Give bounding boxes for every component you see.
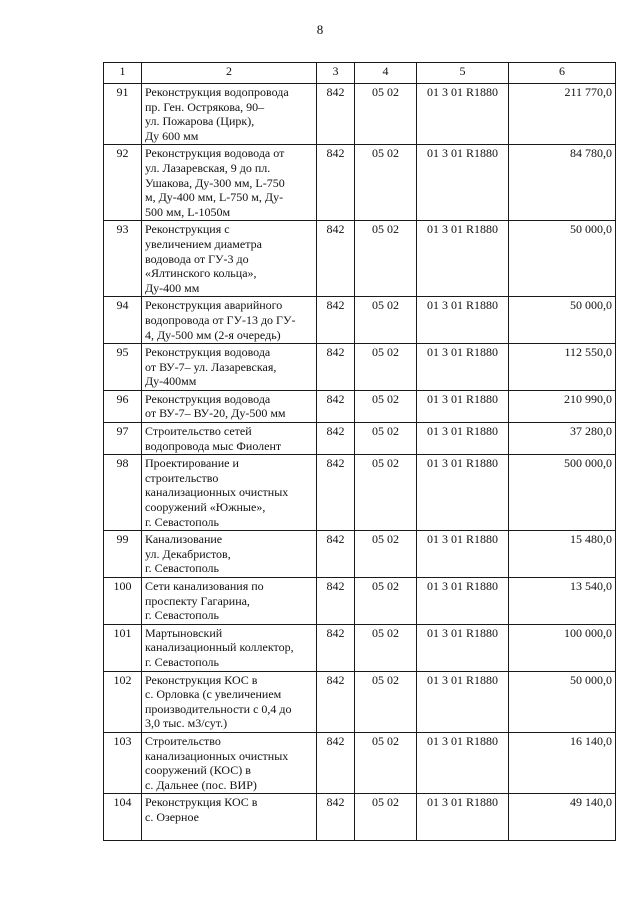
section-code-cell: 05 02 bbox=[355, 624, 417, 671]
section-code-cell: 05 02 bbox=[355, 145, 417, 221]
department-code-cell: 842 bbox=[317, 671, 355, 732]
object-name-line: водопровода мыс Фиолент bbox=[145, 438, 282, 453]
row-number-cell: 93 bbox=[104, 221, 142, 297]
target-article-cell: 01 3 01 R1880 bbox=[417, 624, 509, 671]
object-name-cell bbox=[142, 221, 317, 297]
object-name-cell bbox=[142, 297, 317, 344]
object-name-line: Ду 600 мм bbox=[145, 128, 199, 143]
object-name-line: Реконструкция водовода bbox=[145, 345, 271, 360]
target-article-cell: 01 3 01 R1880 bbox=[417, 221, 509, 297]
section-code-cell: 05 02 bbox=[355, 732, 417, 793]
object-name-cell bbox=[142, 794, 317, 841]
section-code-cell: 05 02 bbox=[355, 221, 417, 297]
object-name-line: Канализование bbox=[145, 532, 223, 547]
object-name-line: г. Севастополь bbox=[145, 514, 220, 529]
amount-cell: 15 480,0 bbox=[509, 531, 616, 578]
object-name-line: Мартыновский bbox=[145, 625, 223, 640]
target-article-cell: 01 3 01 R1880 bbox=[417, 732, 509, 793]
object-name-line: от ВУ-7– ВУ-20, Ду-500 мм bbox=[145, 406, 286, 421]
object-name-line: сооружений (КОС) в bbox=[145, 763, 251, 778]
row-number-cell: 103 bbox=[104, 732, 142, 793]
budget-table bbox=[103, 62, 616, 841]
table-header-row bbox=[104, 63, 616, 84]
department-code-cell: 842 bbox=[317, 578, 355, 625]
object-name-line: производительности с 0,4 до bbox=[145, 701, 292, 716]
department-code-cell: 842 bbox=[317, 423, 355, 455]
amount-cell: 500 000,0 bbox=[509, 455, 616, 531]
object-name-line: Реконструкция с bbox=[145, 222, 230, 237]
row-number-cell: 100 bbox=[104, 578, 142, 625]
table-row bbox=[104, 671, 616, 732]
target-article-cell: 01 3 01 R1880 bbox=[417, 794, 509, 841]
section-code-cell: 05 02 bbox=[355, 297, 417, 344]
table-row bbox=[104, 344, 616, 391]
row-number-cell: 99 bbox=[104, 531, 142, 578]
row-number-cell: 102 bbox=[104, 671, 142, 732]
target-article-cell: 01 3 01 R1880 bbox=[417, 531, 509, 578]
target-article-cell: 01 3 01 R1880 bbox=[417, 578, 509, 625]
object-name-line: пр. Ген. Острякова, 90– bbox=[145, 99, 265, 114]
section-code-cell: 05 02 bbox=[355, 578, 417, 625]
column-header: 2 bbox=[142, 63, 317, 84]
department-code-cell: 842 bbox=[317, 145, 355, 221]
table-row bbox=[104, 84, 616, 145]
target-article-cell: 01 3 01 R1880 bbox=[417, 84, 509, 145]
row-number-cell: 96 bbox=[104, 390, 142, 422]
object-name-line: с. Орловка (с увеличением bbox=[145, 687, 282, 702]
object-name-cell bbox=[142, 732, 317, 793]
row-number-cell: 101 bbox=[104, 624, 142, 671]
object-name-line: Реконструкция водопровода bbox=[145, 85, 289, 99]
object-name-line: канализационный коллектор, bbox=[145, 640, 294, 655]
table-row bbox=[104, 794, 616, 841]
table-row bbox=[104, 145, 616, 221]
object-name-cell bbox=[142, 455, 317, 531]
object-name-line: 3,0 тыс. м3/сут.) bbox=[145, 716, 228, 731]
object-name-line: канализационных очистных bbox=[145, 748, 289, 763]
object-name-line: канализационных очистных bbox=[145, 485, 289, 500]
object-name-line: Сети канализования по bbox=[145, 579, 264, 593]
object-name-line: 4, Ду-500 мм (2-я очередь) bbox=[145, 327, 281, 342]
section-code-cell: 05 02 bbox=[355, 344, 417, 391]
section-code-cell: 05 02 bbox=[355, 84, 417, 145]
column-header: 5 bbox=[417, 63, 509, 84]
target-article-cell: 01 3 01 R1880 bbox=[417, 671, 509, 732]
row-number-cell: 94 bbox=[104, 297, 142, 344]
column-header: 6 bbox=[509, 63, 616, 84]
department-code-cell: 842 bbox=[317, 221, 355, 297]
object-name-line: Реконструкция КОС в bbox=[145, 672, 258, 687]
amount-cell: 50 000,0 bbox=[509, 297, 616, 344]
amount-cell: 16 140,0 bbox=[509, 732, 616, 793]
object-name-line bbox=[145, 825, 313, 840]
object-name-line: м, Ду-400 мм, L-750 м, Ду- bbox=[145, 190, 284, 205]
amount-cell: 50 000,0 bbox=[509, 671, 616, 732]
object-name-line: сооружений «Южные», bbox=[145, 500, 266, 515]
object-name-cell bbox=[142, 145, 317, 221]
table-row bbox=[104, 624, 616, 671]
object-name-line: «Ялтинского кольца», bbox=[145, 266, 257, 281]
amount-cell: 100 000,0 bbox=[509, 624, 616, 671]
object-name-line: г. Севастополь bbox=[145, 608, 220, 623]
object-name-line: Реконструкция КОС в bbox=[145, 795, 258, 810]
object-name-cell bbox=[142, 624, 317, 671]
object-name-line: г. Севастополь bbox=[145, 561, 220, 576]
section-code-cell: 05 02 bbox=[355, 794, 417, 841]
section-code-cell: 05 02 bbox=[355, 671, 417, 732]
object-name-cell bbox=[142, 344, 317, 391]
target-article-cell: 01 3 01 R1880 bbox=[417, 145, 509, 221]
department-code-cell: 842 bbox=[317, 732, 355, 793]
department-code-cell: 842 bbox=[317, 624, 355, 671]
table-row bbox=[104, 390, 616, 422]
table-body bbox=[104, 84, 616, 841]
amount-cell: 112 550,0 bbox=[509, 344, 616, 391]
object-name-cell bbox=[142, 423, 317, 455]
row-number-cell: 95 bbox=[104, 344, 142, 391]
object-name-cell bbox=[142, 84, 317, 145]
row-number-cell: 91 bbox=[104, 84, 142, 145]
object-name-line: водовода от ГУ-3 до bbox=[145, 251, 249, 266]
object-name-line: ул. Лазаревская, 9 до пл. bbox=[145, 160, 271, 175]
target-article-cell: 01 3 01 R1880 bbox=[417, 390, 509, 422]
object-name-line: ул. Декабристов, bbox=[145, 546, 231, 561]
object-name-line: строительство bbox=[145, 470, 219, 485]
object-name-line: Строительство сетей bbox=[145, 424, 252, 439]
section-code-cell: 05 02 bbox=[355, 423, 417, 455]
object-name-line: Ушакова, Ду-300 мм, L-750 bbox=[145, 175, 285, 190]
column-header: 1 bbox=[104, 63, 142, 84]
amount-cell: 37 280,0 bbox=[509, 423, 616, 455]
table-row bbox=[104, 297, 616, 344]
object-name-line: 500 мм, L-1050м bbox=[145, 204, 231, 219]
table-row bbox=[104, 455, 616, 531]
table-row bbox=[104, 531, 616, 578]
object-name-line: проспекту Гагарина, bbox=[145, 593, 250, 608]
table-row bbox=[104, 221, 616, 297]
amount-cell: 13 540,0 bbox=[509, 578, 616, 625]
department-code-cell: 842 bbox=[317, 84, 355, 145]
department-code-cell: 842 bbox=[317, 794, 355, 841]
row-number-cell: 92 bbox=[104, 145, 142, 221]
column-header: 4 bbox=[355, 63, 417, 84]
table-row bbox=[104, 578, 616, 625]
section-code-cell: 05 02 bbox=[355, 455, 417, 531]
object-name-cell bbox=[142, 578, 317, 625]
target-article-cell: 01 3 01 R1880 bbox=[417, 297, 509, 344]
department-code-cell: 842 bbox=[317, 344, 355, 391]
amount-cell: 50 000,0 bbox=[509, 221, 616, 297]
target-article-cell: 01 3 01 R1880 bbox=[417, 344, 509, 391]
object-name-line: ул. Пожарова (Цирк), bbox=[145, 114, 255, 129]
row-number-cell: 97 bbox=[104, 423, 142, 455]
object-name-line: г. Севастополь bbox=[145, 654, 220, 669]
amount-cell: 210 990,0 bbox=[509, 390, 616, 422]
target-article-cell: 01 3 01 R1880 bbox=[417, 455, 509, 531]
row-number-cell: 98 bbox=[104, 455, 142, 531]
department-code-cell: 842 bbox=[317, 531, 355, 578]
amount-cell: 211 770,0 bbox=[509, 84, 616, 145]
table-row bbox=[104, 732, 616, 793]
department-code-cell: 842 bbox=[317, 390, 355, 422]
department-code-cell: 842 bbox=[317, 297, 355, 344]
object-name-line: Реконструкция аварийного bbox=[145, 298, 283, 313]
object-name-line: с. Озерное bbox=[145, 809, 199, 824]
amount-cell: 84 780,0 bbox=[509, 145, 616, 221]
object-name-line: Реконструкция водовода от bbox=[145, 146, 285, 161]
amount-cell: 49 140,0 bbox=[509, 794, 616, 841]
department-code-cell: 842 bbox=[317, 455, 355, 531]
object-name-cell bbox=[142, 390, 317, 422]
section-code-cell: 05 02 bbox=[355, 531, 417, 578]
object-name-line: Реконструкция водовода bbox=[145, 391, 271, 406]
object-name-line: Ду-400мм bbox=[145, 374, 197, 389]
object-name-cell bbox=[142, 531, 317, 578]
row-number-cell: 104 bbox=[104, 794, 142, 841]
object-name-line: водопровода от ГУ-13 до ГУ- bbox=[145, 312, 296, 327]
object-name-cell bbox=[142, 671, 317, 732]
target-article-cell: 01 3 01 R1880 bbox=[417, 423, 509, 455]
column-header: 3 bbox=[317, 63, 355, 84]
object-name-line: увеличением диаметра bbox=[145, 236, 262, 251]
page-number: 8 bbox=[316, 22, 324, 37]
section-code-cell: 05 02 bbox=[355, 390, 417, 422]
object-name-line: от ВУ-7– ул. Лазаревская, bbox=[145, 359, 277, 374]
table-row bbox=[104, 423, 616, 455]
object-name-line: Ду-400 мм bbox=[145, 280, 200, 295]
object-name-line: с. Дальнее (пос. ВИР) bbox=[145, 777, 257, 792]
object-name-line: Проектирование и bbox=[145, 456, 239, 471]
object-name-line: Строительство bbox=[145, 733, 221, 748]
